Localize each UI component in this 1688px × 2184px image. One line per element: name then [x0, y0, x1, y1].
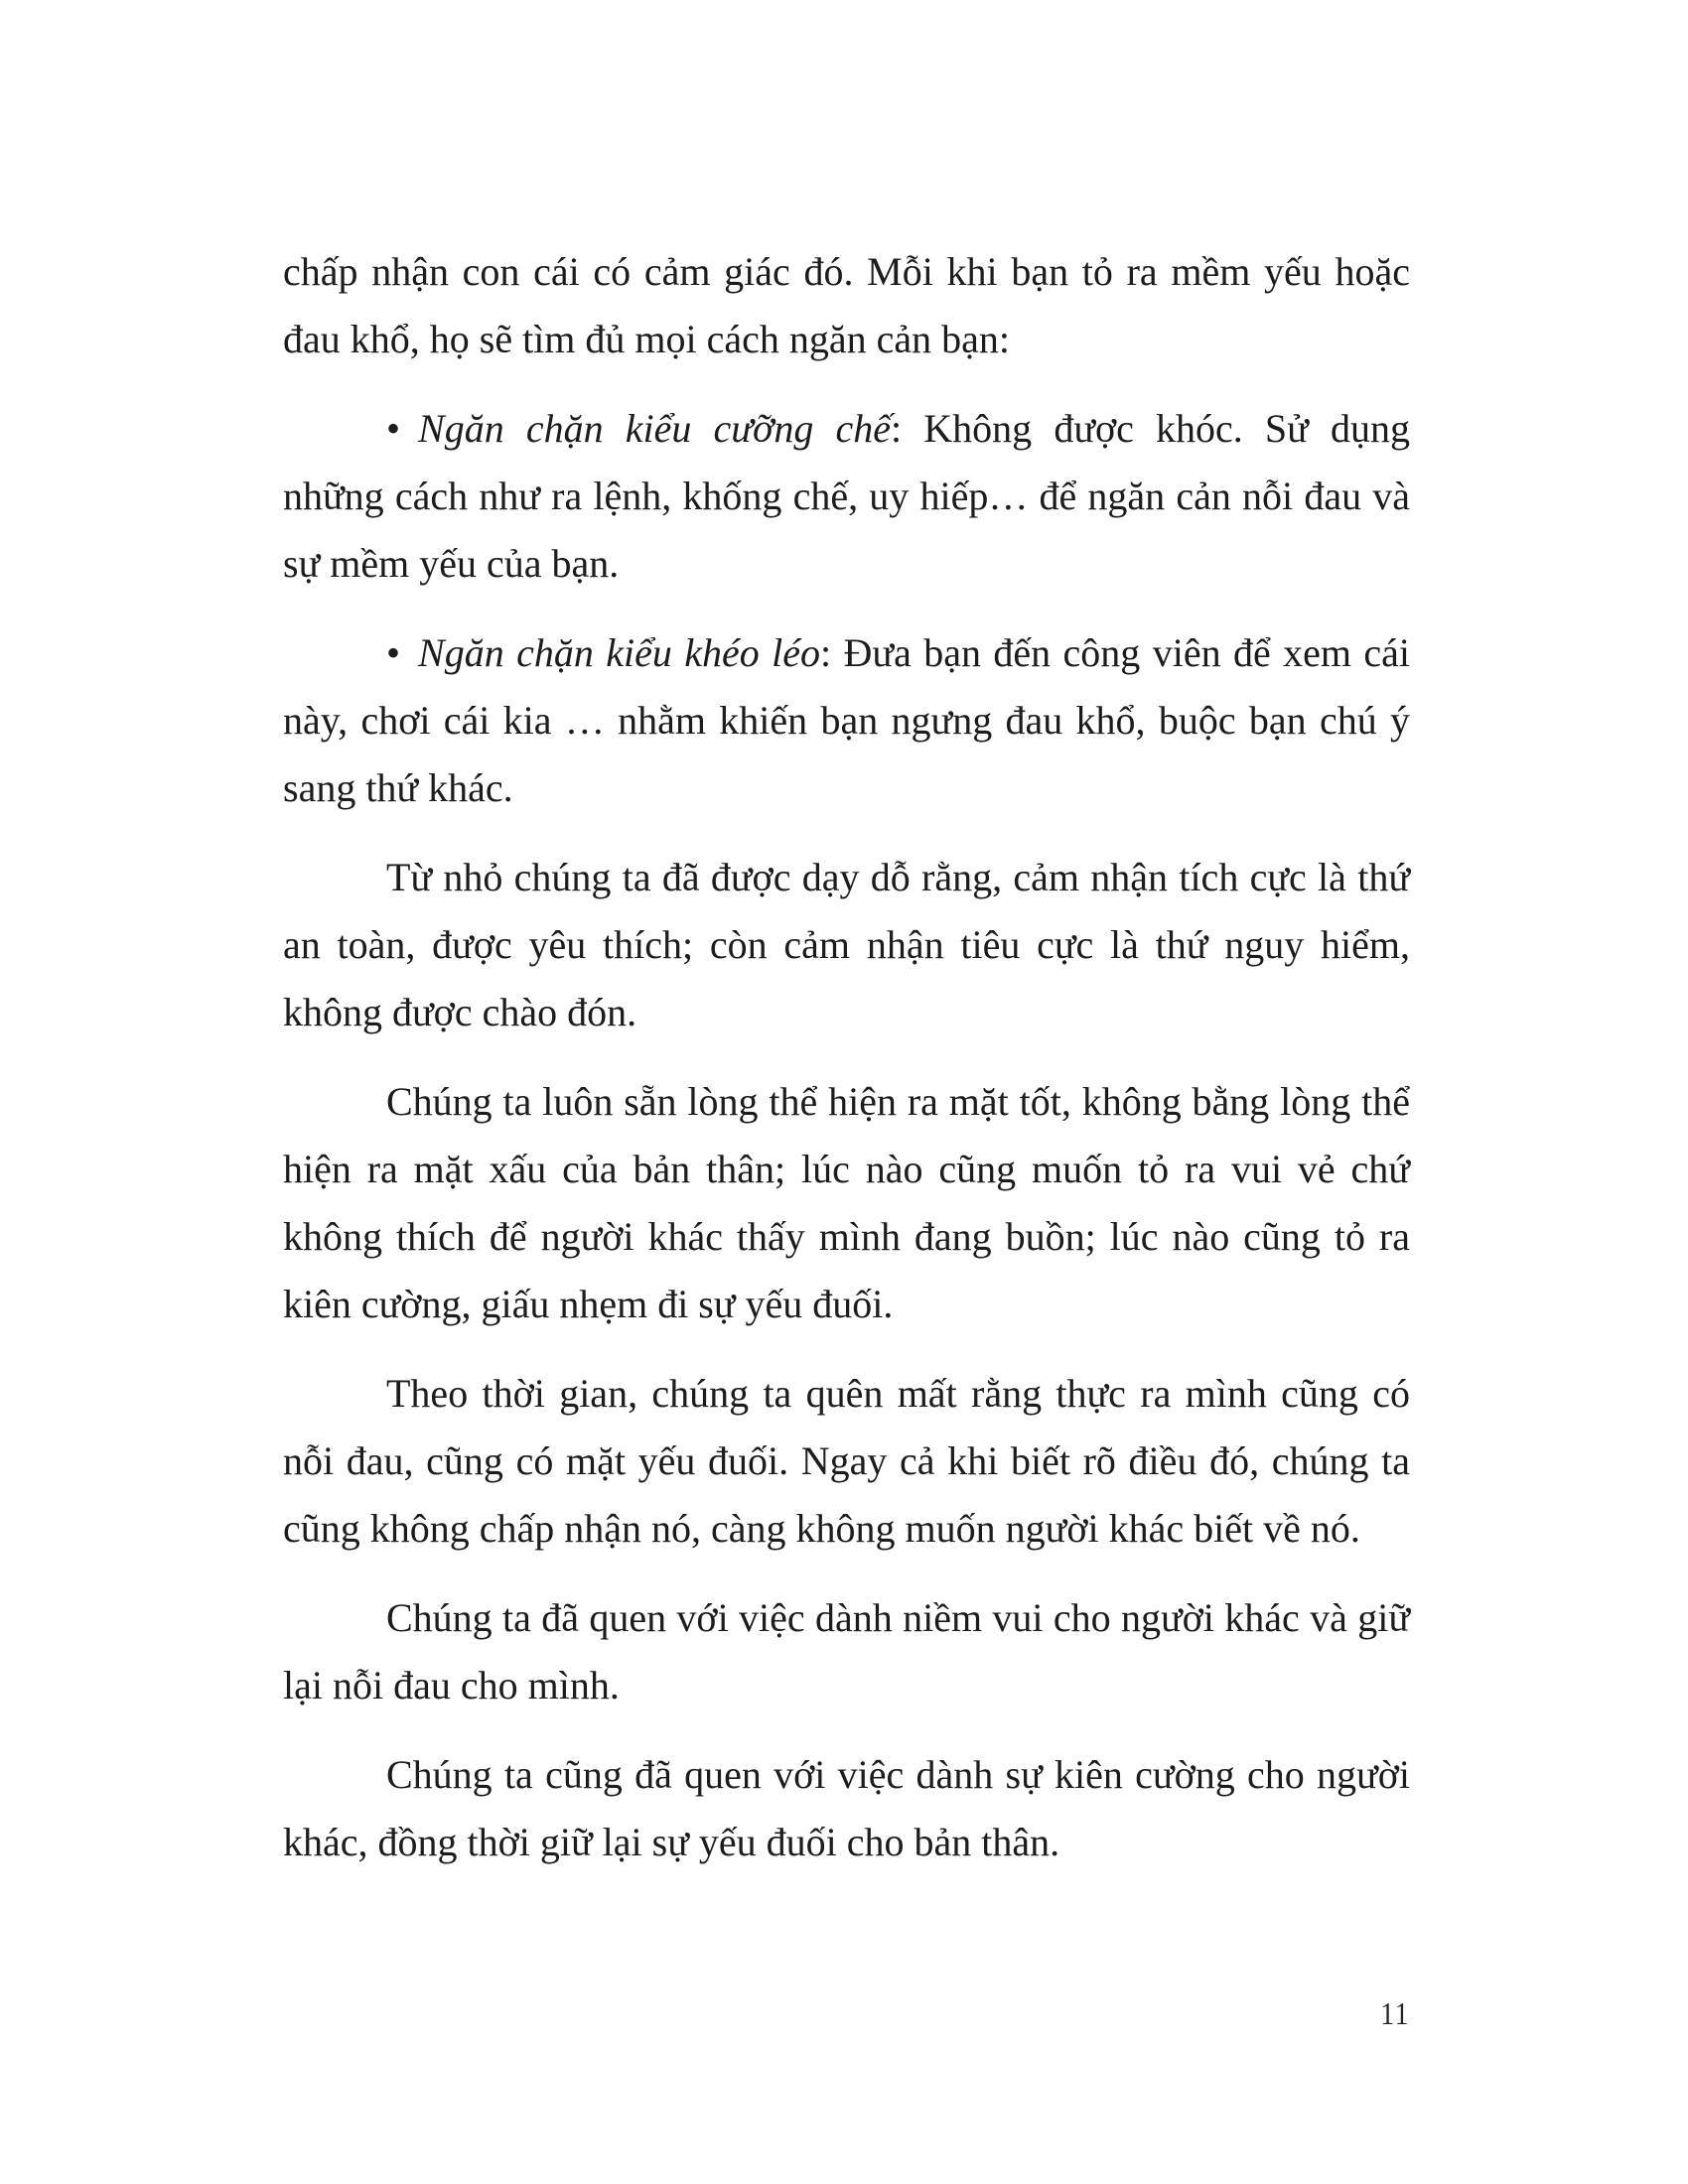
paragraph-text: Chúng ta cũng đã quen với việc dành sự kiên cường cho người khác, đồng thời giữ lại sự yếu đuối cho bản thân. [283, 1752, 1410, 1864]
page-number: 11 [1380, 1995, 1410, 2031]
bullet-icon: • [386, 406, 401, 451]
paragraph-intro [283, 238, 1410, 373]
bullet-lead-text: Ngăn chặn kiểu khéo léo [418, 630, 821, 675]
paragraph-bullet-subtle [283, 619, 1410, 822]
paragraph-forget-our-pain [283, 1360, 1410, 1563]
paragraph-taught-since-childhood [283, 844, 1410, 1046]
bullet-rest-text: : Đưa bạn đến công viên để xem cái này, chơi cái kia … nhằm khiến bạn ngưng đau khổ, buộc bạn chú ý sang thứ khác. [283, 630, 1410, 810]
body-text [283, 238, 1410, 1898]
paragraph-text: Từ nhỏ chúng ta đã được dạy dỗ rằng, cảm nhận tích cực là thứ an toàn, được yêu thích; còn cảm nhận tiêu cực là thứ nguy hiểm, không được chào đón. [283, 855, 1410, 1034]
paragraph-bullet-forceful [283, 395, 1410, 598]
paragraph-strength-for-others [283, 1741, 1410, 1876]
paragraph-show-good-side [283, 1068, 1410, 1338]
paragraph-text: Chúng ta luôn sẵn lòng thể hiện ra mặt tốt, không bằng lòng thể hiện ra mặt xấu của bản thân; lúc nào cũng muốn tỏ ra vui vẻ chứ không thích để người khác thấy mình đang buồn; lúc nào cũng tỏ ra kiên cường, giấu nhẹm đi sự yếu đuối. [283, 1079, 1410, 1326]
bullet-icon: • [386, 630, 401, 675]
bullet-rest-text: : Không được khóc. Sử dụng những cách như ra lệnh, khống chế, uy hiếp… để ngăn cản nỗi đau và sự mềm yếu của bạn. [283, 406, 1410, 586]
paragraph-text: Theo thời gian, chúng ta quên mất rằng thực ra mình cũng có nỗi đau, cũng có mặt yếu đuối. Ngay cả khi biết rõ điều đó, chúng ta cũng không chấp nhận nó, càng không muốn người khác biết về nó. [283, 1371, 1410, 1551]
bullet-lead-text: Ngăn chặn kiểu cưỡng chế [418, 406, 892, 451]
paragraph-text: chấp nhận con cái có cảm giác đó. Mỗi khi bạn tỏ ra mềm yếu hoặc đau khổ, họ sẽ tìm đủ mọi cách ngăn cản bạn: [283, 249, 1410, 361]
paragraph-joy-for-others [283, 1584, 1410, 1719]
paragraph-text: Chúng ta đã quen với việc dành niềm vui cho người khác và giữ lại nỗi đau cho mình. [283, 1595, 1410, 1707]
